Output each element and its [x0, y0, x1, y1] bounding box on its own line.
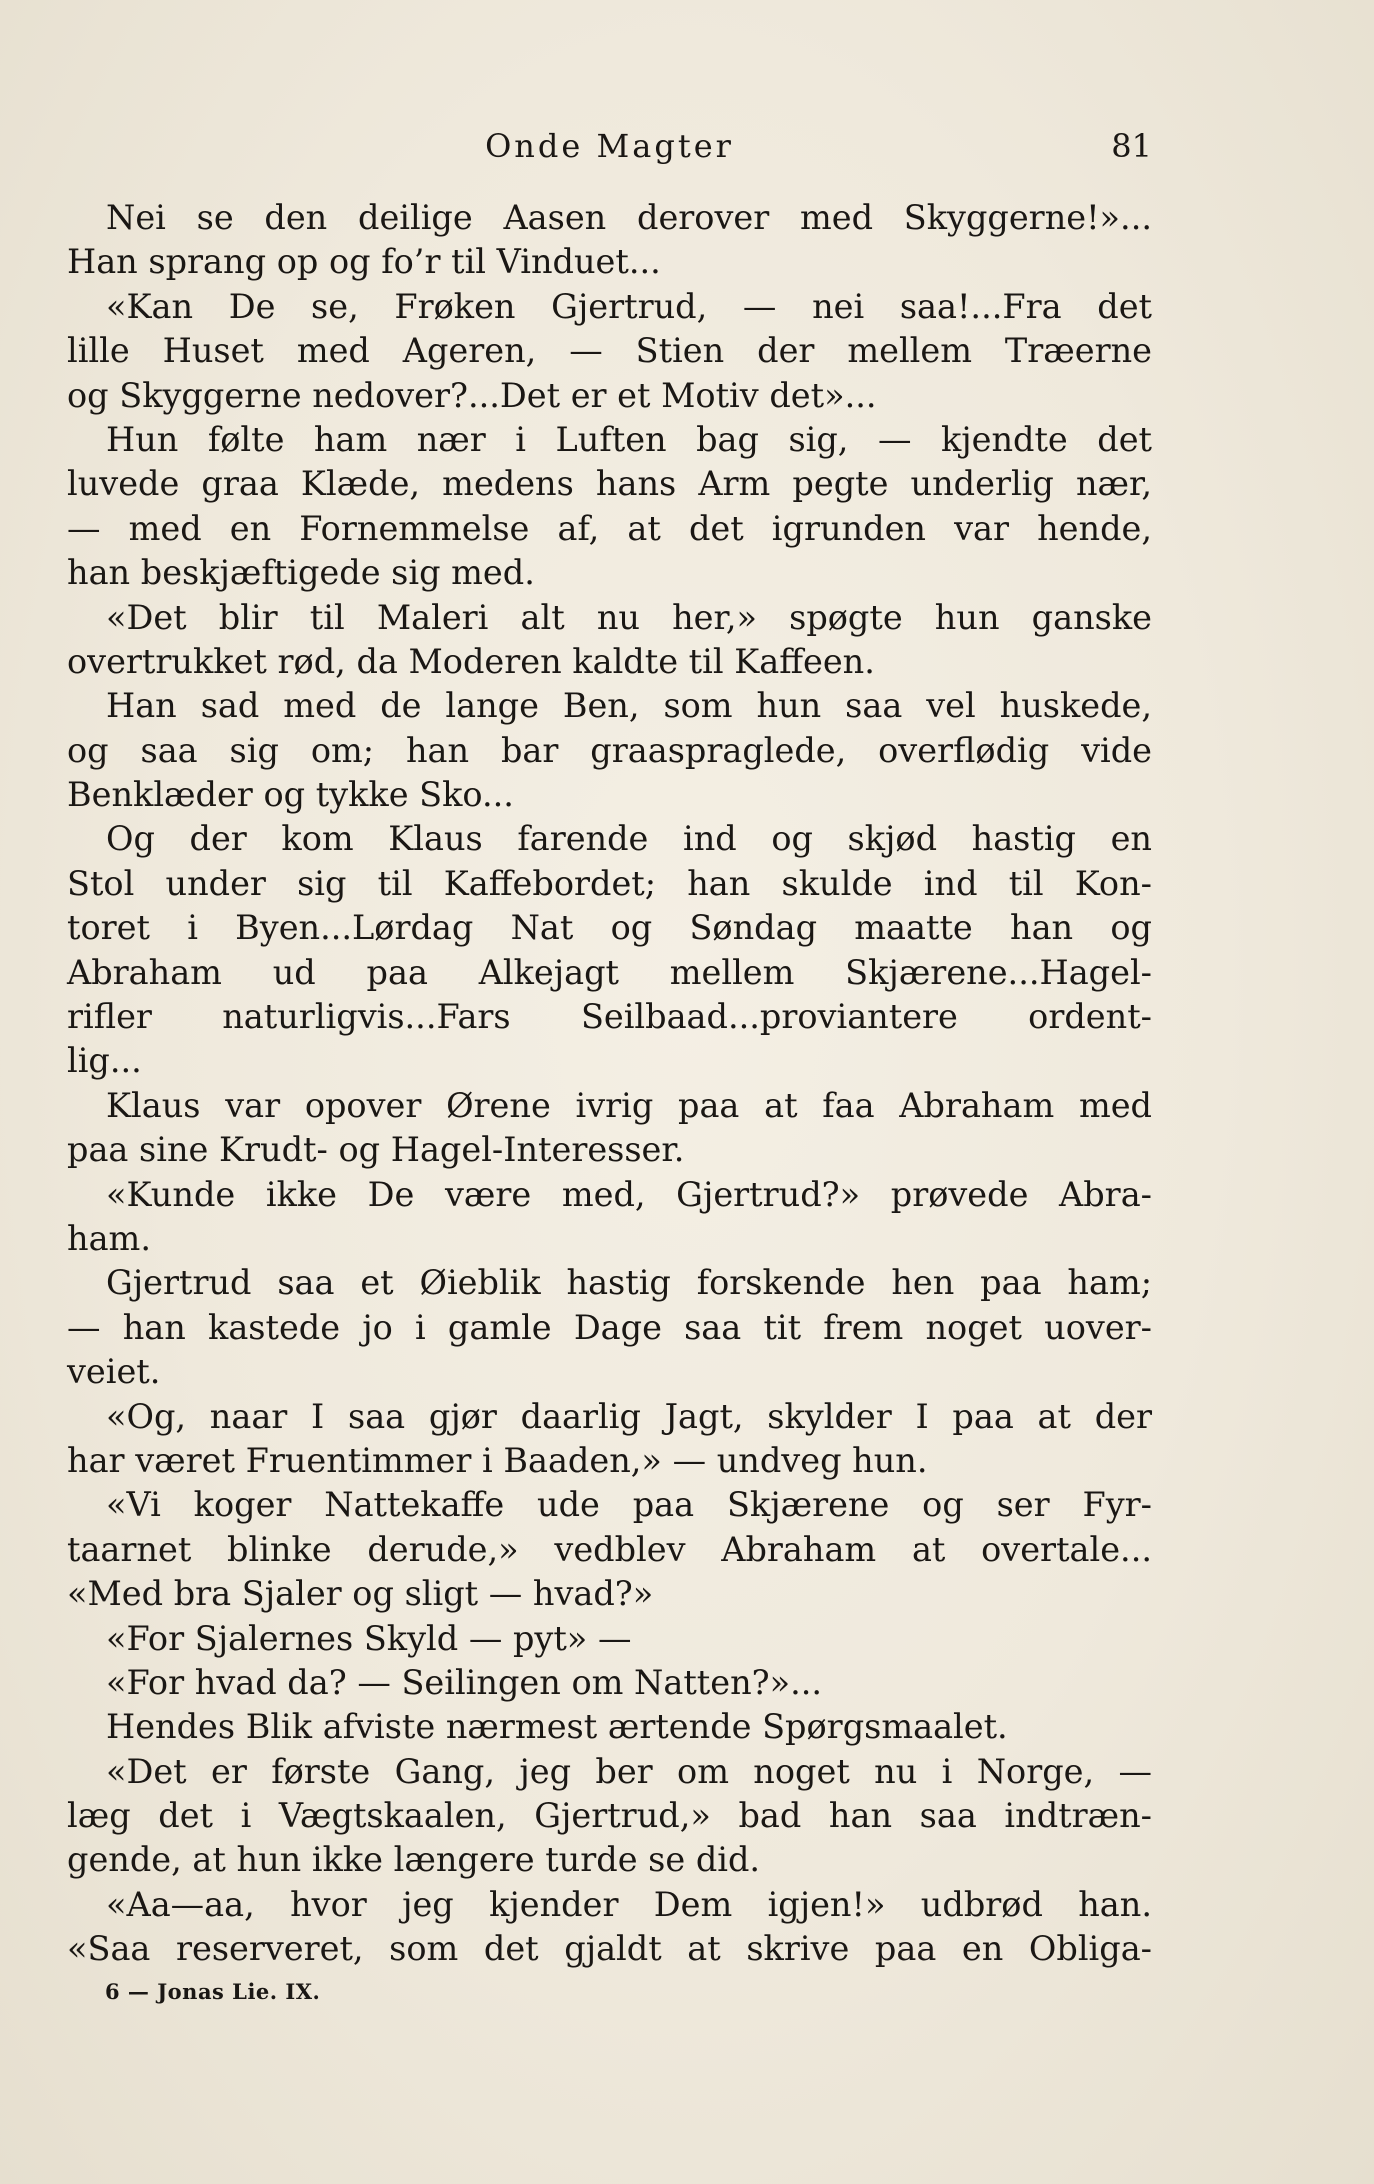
text-line: overtrukket rød, da Moderen kaldte til Kaffeen. — [67, 641, 875, 681]
text-line: Hun følte ham nær i Luften bag sig, — kjendte det — [106, 419, 1152, 459]
text-line: — han kastede jo i gamle Dage saa tit frem noget uover- — [67, 1307, 1152, 1347]
printer-signature: 6 — Jonas Lie. IX. — [105, 1979, 321, 2004]
text-line: «Saa reserveret, som det gjaldt at skrive paa en Obliga- — [67, 1929, 1152, 1969]
text-line: og Skyggerne nedover?...Det er et Motiv det»... — [67, 375, 877, 415]
text-line: veiet. — [67, 1352, 161, 1392]
text-line: «Og, naar I saa gjør daarlig Jagt, skylder I paa at der — [106, 1396, 1152, 1436]
text-line: toret i Byen...Lørdag Nat og Søndag maatte han og — [67, 908, 1152, 948]
text-line: «Kan De se, Frøken Gjertrud, — nei saa!...Fra det — [106, 286, 1152, 326]
text-line: paa sine Krudt- og Hagel-Interesser. — [67, 1130, 685, 1170]
text-line: luvede graa Klæde, medens hans Arm pegte underlig nær, — [67, 464, 1152, 504]
body-text — [67, 196, 1152, 1972]
text-line: lille Huset med Ageren, — Stien der mellem Træerne — [67, 331, 1152, 371]
text-line: Stol under sig til Kaffebordet; han skulde ind til Kon- — [67, 863, 1152, 903]
text-line: gende, at hun ikke længere turde se did. — [67, 1840, 761, 1880]
text-line: «Kunde ikke De være med, Gjertrud?» prøvede Abra- — [106, 1174, 1152, 1214]
text-line: har været Fruentimmer i Baaden,» — undveg hun. — [67, 1440, 928, 1480]
text-line: Nei se den deilige Aasen derover med Skyggerne!»... — [106, 198, 1152, 237]
text-line: Abraham ud paa Alkejagt mellem Skjærene...Hagel- — [67, 952, 1152, 992]
text-line: og saa sig om; han bar graaspraglede, overflødig vide — [67, 730, 1152, 770]
text-line: Og der kom Klaus farende ind og skjød hastig en — [106, 819, 1152, 859]
text-line: læg det i Vægtskaalen, Gjertrud,» bad han saa indtræn- — [67, 1796, 1152, 1836]
text-line: Han sad med de lange Ben, som hun saa vel huskede, — [106, 686, 1152, 726]
text-line: Klaus var opover Ørene ivrig paa at faa Abraham med — [106, 1085, 1152, 1125]
text-line: taarnet blinke derude,» vedblev Abraham at overtale... — [67, 1529, 1152, 1569]
text-line: «Vi koger Nattekaffe ude paa Skjærene og ser Fyr- — [106, 1485, 1152, 1525]
page-number: 81 — [1111, 127, 1152, 165]
text-line: «Aa—aa, hvor jeg kjender Dem igjen!» udbrød han. — [106, 1884, 1152, 1924]
text-line: «Det blir til Maleri alt nu her,» spøgte hun ganske — [106, 597, 1152, 637]
text-line: — med en Fornemmelse af, at det igrunden var hende, — [67, 508, 1152, 548]
text-line: Han sprang op og fo’r til Vinduet... — [67, 242, 661, 282]
text-line: rifler naturligvis...Fars Seilbaad...proviantere ordent- — [67, 997, 1152, 1037]
text-line: han beskjæftigede sig med. — [67, 553, 535, 593]
text-line: «For hvad da? — Seilingen om Natten?»... — [106, 1662, 823, 1702]
text-line: «Det er første Gang, jeg ber om noget nu i Norge, — — [106, 1751, 1152, 1791]
text-line: «Med bra Sjaler og sligt — hvad?» — [67, 1574, 654, 1614]
running-title: Onde Magter — [485, 127, 734, 165]
text-line: «For Sjalernes Skyld — pyt» — — [106, 1618, 632, 1658]
running-head — [67, 126, 1152, 166]
text-line: ham. — [67, 1218, 151, 1258]
text-line: Hendes Blik afviste nærmest ærtende Spørgsmaalet. — [106, 1707, 1008, 1747]
text-line: Gjertrud saa et Øieblik hastig forskende hen paa ham; — [106, 1263, 1152, 1303]
text-line: Benklæder og tykke Sko... — [67, 775, 514, 815]
text-line: lig... — [67, 1041, 142, 1081]
